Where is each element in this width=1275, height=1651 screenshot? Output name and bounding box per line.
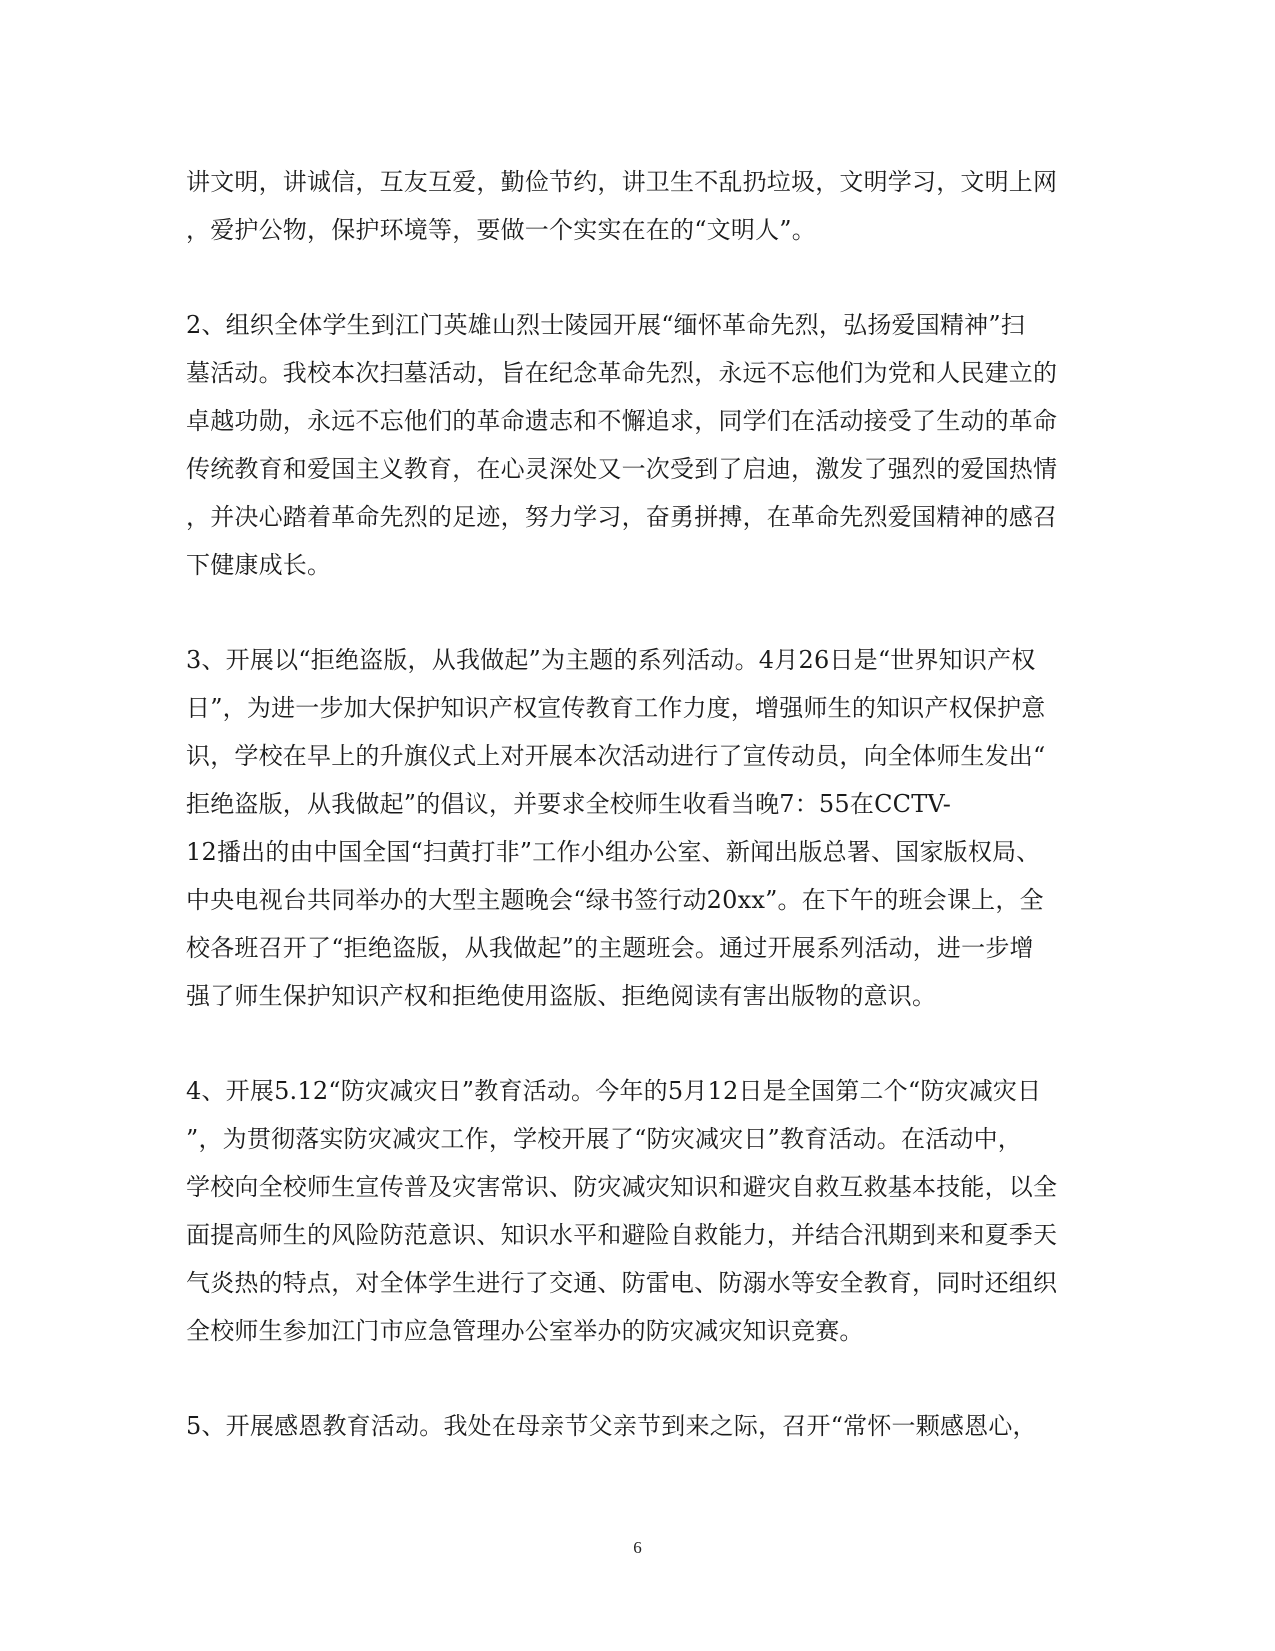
text-line: 识，学校在早上的升旗仪式上对开展本次活动进行了宣传动员，向全体师生发出“ (186, 742, 1046, 770)
paragraph-4 (186, 1067, 1086, 1355)
paragraph-gap (186, 1355, 1086, 1402)
text-line: 强了师生保护知识产权和拒绝使用盗版、拒绝阅读有害出版物的意识。 (186, 982, 937, 1010)
paragraph-3 (186, 636, 1086, 1020)
text-line: 墓活动。我校本次扫墓活动，旨在纪念革命先烈，永远不忘他们为党和人民建立的 (186, 359, 1058, 387)
text-line: 拒绝盗版，从我做起”的倡议，并要求全校师生收看当晚7：55在CCTV- (186, 790, 952, 818)
text-line: 气炎热的特点，对全体学生进行了交通、防雷电、防溺水等安全教育，同时还组织 (186, 1269, 1058, 1297)
text-line: ”，为贯彻落实防灾减灾工作，学校开展了“防灾减灾日”教育活动。在活动中， (186, 1125, 1023, 1153)
text-line: 中央电视台共同举办的大型主题晚会“绿书签行动20xx”。在下午的班会课上，全 (186, 886, 1044, 914)
paragraph-gap (186, 254, 1086, 301)
text-line: 校各班召开了“拒绝盗版，从我做起”的主题班会。通过开展系列活动，进一步增 (186, 934, 1034, 962)
text-line: 学校向全校师生宣传普及灾害常识、防灾减灾知识和避灾自救互救基本技能，以全 (186, 1173, 1058, 1201)
text-line: 传统教育和爱国主义教育，在心灵深处又一次受到了启迪，激发了强烈的爱国热情 (186, 455, 1058, 483)
text-line: 12播出的由中国全国“扫黄打非”工作小组办公室、新闻出版总署、国家版权局、 (186, 838, 1041, 866)
text-line: 5、开展感恩教育活动。我处在母亲节父亲节到来之际，召开“常怀一颗感恩心， (186, 1412, 1037, 1440)
text-line: ，爱护公物，保护环境等，要做一个实实在在的“文明人”。 (186, 216, 816, 244)
page-body (186, 158, 1086, 1450)
paragraph-1 (186, 158, 1086, 254)
paragraph-gap (186, 1020, 1086, 1067)
paragraph-2 (186, 301, 1086, 589)
text-line: 2、组织全体学生到江门英雄山烈士陵园开展“缅怀革命先烈，弘扬爱国精神”扫 (186, 311, 1026, 339)
text-line: 面提高师生的风险防范意识、知识水平和避险自救能力，并结合汛期到来和夏季天 (186, 1221, 1058, 1249)
text-line: 全校师生参加江门市应急管理办公室举办的防灾减灾知识竞赛。 (186, 1317, 864, 1345)
page-number: 6 (633, 1538, 642, 1557)
text-line: 下健康成长。 (186, 551, 332, 579)
text-line: ，并决心踏着革命先烈的足迹，努力学习，奋勇拼搏，在革命先烈爱国精神的感召 (186, 503, 1058, 531)
text-line: 日”，为进一步加大保护知识产权宣传教育工作力度，增强师生的知识产权保护意 (186, 694, 1046, 722)
paragraph-5 (186, 1402, 1086, 1450)
text-line: 3、开展以“拒绝盗版，从我做起”为主题的系列活动。4月26日是“世界知识产权 (186, 646, 1036, 674)
paragraph-gap (186, 589, 1086, 636)
text-line: 4、开展5.12“防灾减灾日”教育活动。今年的5月12日是全国第二个“防灾减灾日 (186, 1077, 1042, 1105)
text-line: 讲文明，讲诚信，互友互爱，勤俭节约，讲卫生不乱扔垃圾，文明学习，文明上网 (186, 168, 1058, 196)
text-line: 卓越功勋，永远不忘他们的革命遗志和不懈追求，同学们在活动接受了生动的革命 (186, 407, 1058, 435)
